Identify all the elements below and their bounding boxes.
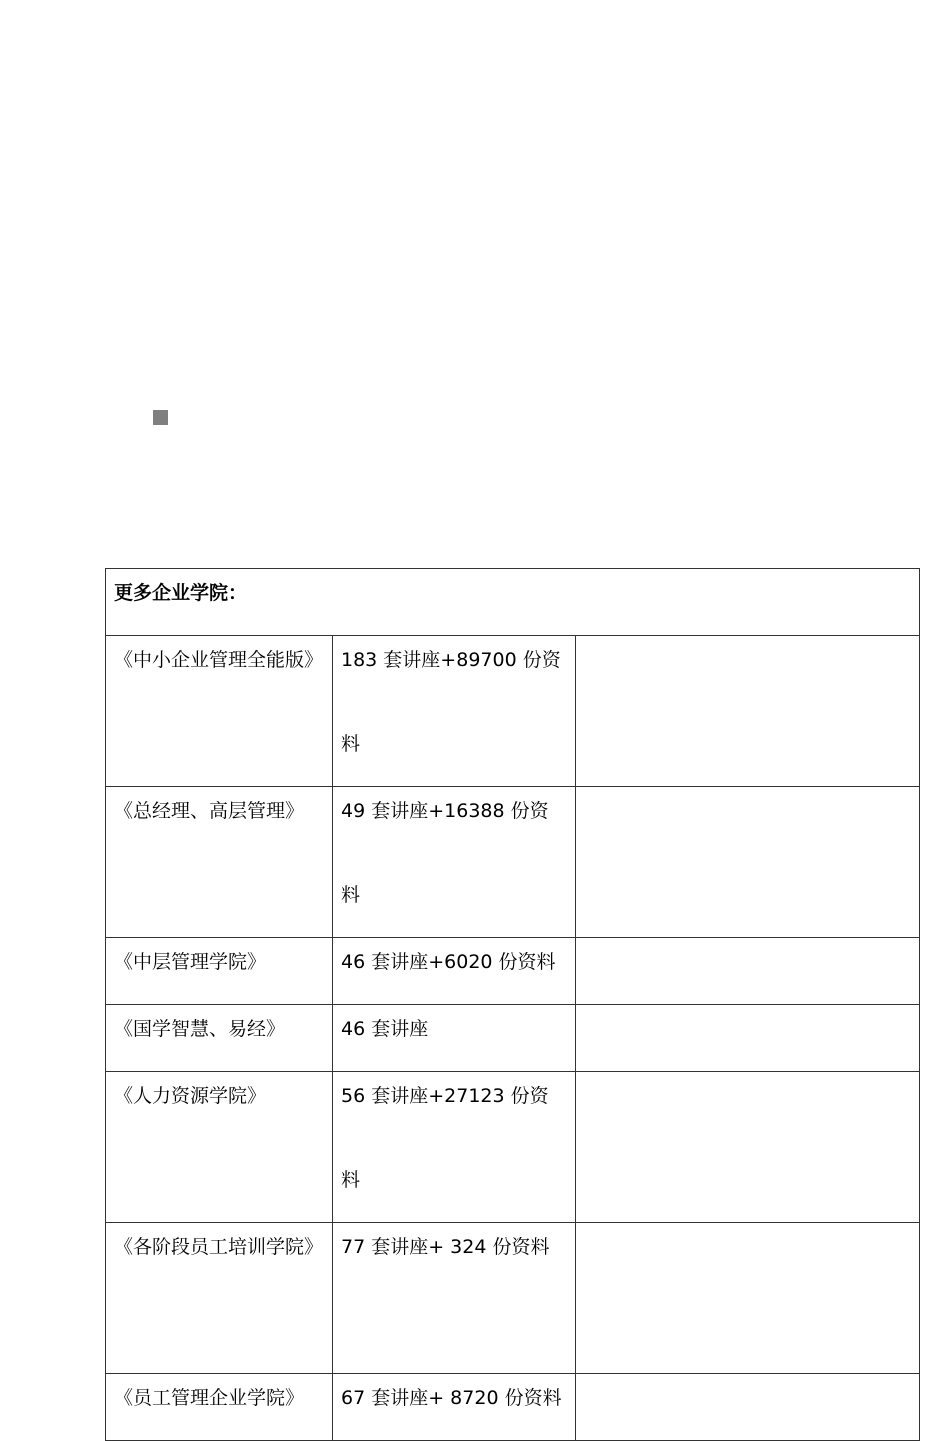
table-row [106, 1072, 920, 1223]
course-name-cell [106, 636, 333, 787]
course-content: 46 套讲座+6020 份资料 [341, 951, 556, 973]
course-name: 《国学智慧、易经》 [114, 1018, 286, 1040]
course-name: 《总经理、高层管理》 [114, 800, 305, 822]
course-extra-cell [576, 938, 920, 1005]
course-name-cell [106, 787, 333, 938]
square-bullet-icon [153, 410, 168, 425]
course-extra-cell [576, 1374, 920, 1441]
course-name: 《中层管理学院》 [114, 951, 267, 973]
course-extra-cell [576, 1072, 920, 1223]
course-name-cell [106, 1374, 333, 1441]
course-extra-cell [576, 1005, 920, 1072]
course-content: 56 套讲座+27123 份资料 [341, 1085, 549, 1191]
course-name: 《各阶段员工培训学院》 [114, 1236, 324, 1258]
course-extra-cell [576, 636, 920, 787]
course-extra-cell [576, 1223, 920, 1374]
table-row [106, 1223, 920, 1374]
table-row [106, 636, 920, 787]
course-content-cell [333, 787, 576, 938]
table-row [106, 1374, 920, 1441]
course-name: 《中小企业管理全能版》 [114, 649, 324, 671]
course-content: 49 套讲座+16388 份资料 [341, 800, 549, 906]
course-extra-cell [576, 787, 920, 938]
course-name-cell [106, 1072, 333, 1223]
course-content-cell [333, 1072, 576, 1223]
courses-table [105, 568, 920, 1441]
course-content-cell [333, 1374, 576, 1441]
course-content-cell [333, 1223, 576, 1374]
course-content: 46 套讲座 [341, 1018, 429, 1040]
course-name: 《员工管理企业学院》 [114, 1387, 305, 1409]
course-name-cell [106, 1223, 333, 1374]
table-row [106, 787, 920, 938]
course-name: 《人力资源学院》 [114, 1085, 267, 1107]
course-content: 67 套讲座+ 8720 份资料 [341, 1387, 562, 1409]
course-content-cell [333, 636, 576, 787]
table-header-text: 更多企业学院： [114, 582, 248, 604]
course-content: 183 套讲座+89700 份资料 [341, 649, 561, 755]
course-content: 77 套讲座+ 324 份资料 [341, 1236, 550, 1258]
